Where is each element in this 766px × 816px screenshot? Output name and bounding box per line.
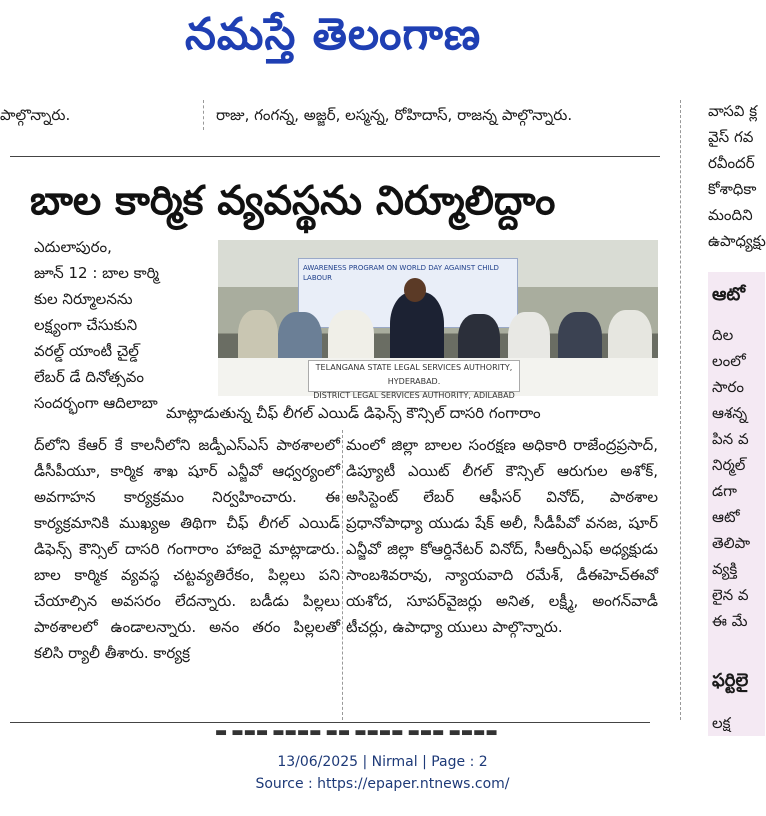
footer-source: Source : https://epaper.ntnews.com/	[255, 776, 510, 792]
article-headline: బాల కార్మిక వ్యవస్థను నిర్మూలిద్దాం	[30, 178, 556, 224]
article-line: కుల నిర్మూలనను	[34, 290, 133, 308]
article-column-1-bottom	[34, 432, 340, 716]
side-article-line: వ్యక్తి	[712, 560, 738, 578]
column-divider	[680, 100, 681, 720]
right-article-line: మందిని	[708, 206, 753, 224]
right-article-line: కోశాధికా	[708, 180, 757, 198]
side-article-line: తెలిపా	[712, 534, 751, 552]
newspaper-masthead: నమస్తే తెలంగాణ	[185, 9, 482, 60]
next-article-cutoff: ▬ ▬▬▬ ▬▬▬▬ ▬▬ ▬▬▬▬ ▬▬▬ ▬▬▬▬	[215, 725, 498, 740]
prev-article-snippet-left: పాల్గొన్నారు.	[0, 106, 71, 124]
side-article-line: నిర్మల్	[712, 456, 746, 474]
article-top-rule	[10, 156, 660, 157]
article-paragraph: మంలో జిల్లా బాలల సంరక్షణ అధికారి రాజేంద్రప్రసాద్, డిప్యూటీ ఎయిట్ లీగల్ కౌన్సిల్ ఆరుగుల అశోక్, అసిస్టెంట్ లేబర్ ఆఫీసర్ వినోద్, పాఠశాల ప్రధానోపాధ్యా యుడు షేక్ అలీ, సీడీపీవో వనజ, షూర్ ఎన్జీవో జిల్లా కోఆర్డినేటర్ వినోద్, సీఆర్పీఎఫ్ అధ్యక్షుడు సాంబశివరావు, న్యాయవాది రమేశ్, డీఈహెచ్ఈవో యశోద, సూపర్‌వైజర్లు అనిత, లక్ష్మీ, అంగన్‌వాడీ టీచర్లు, ఉపాధ్యా యులు పాల్గొన్నారు.	[346, 436, 658, 636]
side-article-heading: ఆటో	[712, 284, 746, 305]
article-line: లేబర్ డే దినోత్సవం	[34, 368, 145, 386]
right-article-line: వైస్ గవ	[708, 128, 754, 146]
side-article-line: దిల	[712, 326, 734, 344]
column-divider	[342, 430, 343, 720]
article-paragraph: ద్‌లోని కేఆర్ కే కాలనీలోని జడ్పీఎస్ఎస్ పాఠశాలలో డీసీపీయూ, కార్మిక శాఖ షూర్ ఎన్జీవో ఆధ్వర్యంలో అవగాహన కార్యక్రమం నిర్వహించారు. ఈ కార్యక్రమానికి ముఖ్యఅ తిథిగా చీఫ్ లీగల్ ఎయిడ్ డిఫెన్స్ కౌన్సిల్ దాసరి గంగారాం హాజరై మాట్లాడారు. బాల కార్మిక వ్యవస్థ చట్టవ్యతిరేకం, పిల్లలు పని చేయాల్సిన అవసరం లేదన్నారు. బడీడు పిల్లలు పాఠశాలలో ఉండాలన్నారు. అనం తరం పిల్లలతో కలిసి ర్యాలీ తీశారు. కార్యక్ర	[34, 436, 340, 662]
article-line: లక్ష్యంగా చేసుకుని	[34, 316, 138, 334]
right-article-line: వాసవి క్ల	[708, 102, 758, 120]
photo-legal-board	[308, 360, 520, 400]
photo-speaker-head	[404, 278, 426, 302]
side-article-line: లక్ష	[712, 714, 731, 732]
board-line: DISTRICT LEGAL SERVICES AUTHORITY, ADILABAD	[313, 391, 515, 400]
side-article-line: లంలో	[712, 352, 746, 370]
right-article-line: ఉపాధ్యక్షు	[708, 232, 766, 250]
photo-event-banner: AWARENESS PROGRAM ON WORLD DAY AGAINST CHILD LABOUR	[298, 258, 518, 328]
article-line: ఎదులాపురం,	[34, 238, 112, 256]
column-divider	[203, 100, 204, 130]
article-column-1-top	[34, 234, 214, 416]
article-bottom-rule	[10, 722, 650, 723]
side-article-line: డగా	[712, 482, 737, 500]
board-line: TELANGANA STATE LEGAL SERVICES AUTHORITY, HYDERABAD.	[315, 363, 513, 386]
side-article-line: ఆశన్న	[712, 404, 748, 422]
side-article-line: పిన వ	[712, 430, 749, 448]
prev-article-snippet-mid: రాజు, గంగన్న, అజ్జర్, లస్మన్న, రోహిదాస్, రాజన్న పాల్గొన్నారు.	[216, 106, 573, 124]
side-article-line: సారం	[712, 378, 744, 396]
side-article-heading: ఫర్టిలై	[712, 670, 749, 691]
right-article-line: రవీందర్	[708, 154, 755, 172]
side-article-line: ఈ మే	[712, 612, 748, 630]
photo-caption: మాట్లాడుతున్న చీఫ్ లీగల్ ఎయిడ్ డిఫెన్స్ కౌన్సిల్ దాసరి గంగారాం	[166, 400, 664, 426]
footer-date-page: 13/06/2025 | Nirmal | Page : 2	[277, 754, 488, 770]
article-line: జూన్ 12 : బాల కార్మి	[34, 264, 159, 282]
article-line: వరల్డ్ యాంటీ చైల్డ్	[34, 342, 139, 360]
side-article-line: ఆటో	[712, 508, 740, 526]
article-column-2	[346, 432, 658, 716]
article-photo	[218, 240, 658, 400]
article-line: సందర్భంగా ఆదిలాబా	[34, 394, 158, 412]
side-article-line: లైన వ	[712, 586, 749, 604]
